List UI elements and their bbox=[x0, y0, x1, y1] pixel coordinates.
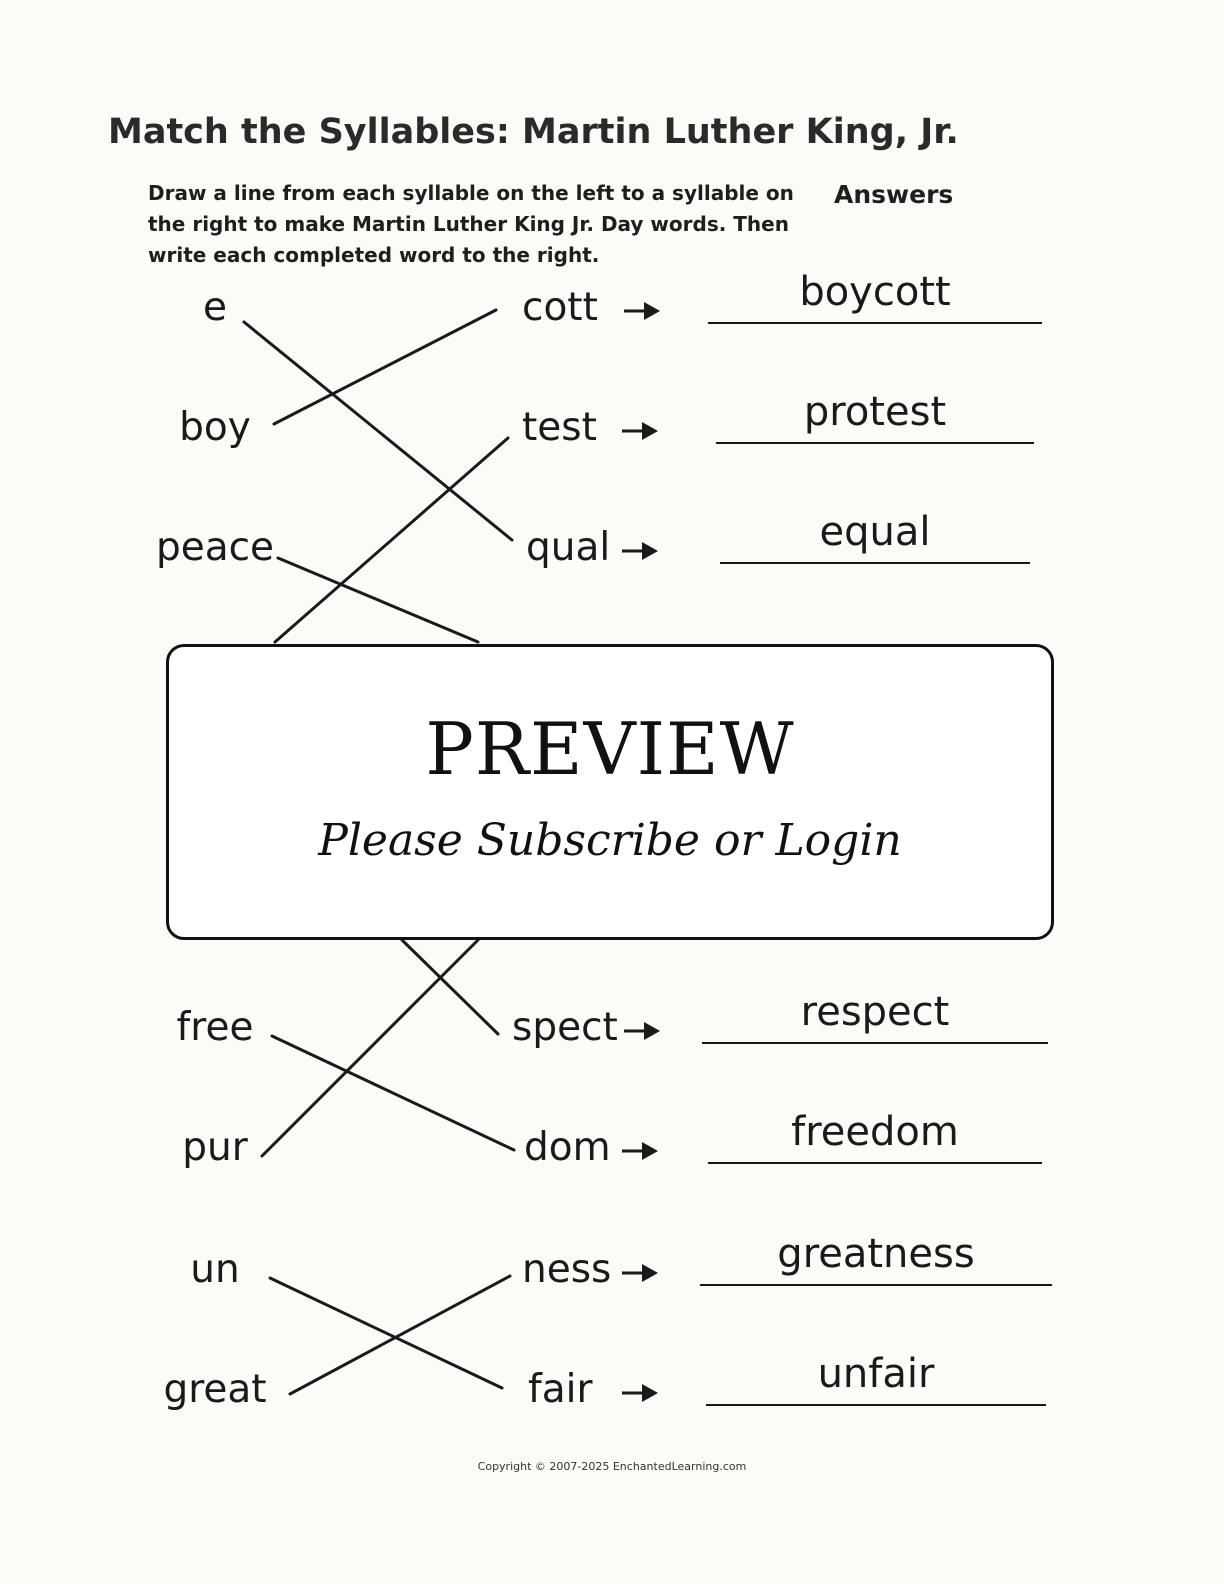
arrow-icon bbox=[624, 1020, 662, 1042]
left-syllable-1: e bbox=[203, 285, 227, 330]
right-syllable-7: fair bbox=[528, 1367, 593, 1412]
answer-line-4[interactable] bbox=[702, 989, 1048, 1044]
arrow-icon bbox=[622, 1262, 660, 1284]
left-syllable-4: free bbox=[176, 1005, 254, 1050]
right-syllable-2: test bbox=[522, 405, 597, 450]
answer-line-3[interactable] bbox=[720, 509, 1030, 564]
match-line-test-down bbox=[275, 438, 508, 642]
answer-line-2[interactable] bbox=[716, 389, 1034, 444]
right-syllable-1: cott bbox=[522, 285, 598, 330]
match-line-upper-spect bbox=[402, 940, 498, 1034]
arrow-icon bbox=[622, 540, 660, 562]
left-syllable-7: great bbox=[163, 1367, 267, 1412]
arrow-icon bbox=[622, 1140, 660, 1162]
match-line-un-fair bbox=[270, 1278, 502, 1388]
copyright-text: Copyright © 2007-2025 EnchantedLearning.com bbox=[477, 1460, 747, 1473]
answers-label: Answers bbox=[834, 180, 954, 209]
left-syllable-5: pur bbox=[182, 1125, 248, 1170]
right-syllable-6: ness bbox=[522, 1247, 612, 1292]
answer-word: unfair bbox=[817, 1351, 935, 1397]
subscribe-login-link[interactable]: Please Subscribe or Login bbox=[318, 815, 902, 866]
left-syllable-6: un bbox=[190, 1247, 240, 1292]
answer-line-5[interactable] bbox=[708, 1109, 1042, 1164]
right-syllable-5: dom bbox=[524, 1125, 611, 1170]
arrow-icon bbox=[622, 420, 660, 442]
instructions-text: Draw a line from each syllable on the left to a syllable on the right to make Martin Luther King Jr. Day words. Then write each completed word to the right. bbox=[148, 181, 794, 267]
answer-word: greatness bbox=[777, 1231, 975, 1277]
page-title: Match the Syllables: Martin Luther King, Jr. bbox=[108, 112, 959, 152]
preview-title: PREVIEW bbox=[425, 707, 795, 791]
arrow-icon bbox=[622, 1382, 660, 1404]
answer-word: freedom bbox=[791, 1109, 959, 1155]
arrow-icon bbox=[624, 300, 662, 322]
right-syllable-4: spect bbox=[512, 1005, 618, 1050]
preview-overlay[interactable] bbox=[166, 644, 1054, 940]
left-syllable-3: peace bbox=[155, 525, 275, 570]
answer-line-1[interactable] bbox=[708, 269, 1042, 324]
answer-word: boycott bbox=[799, 269, 951, 315]
answer-word: protest bbox=[803, 389, 947, 435]
answer-word: respect bbox=[800, 989, 950, 1035]
match-line-peace-down bbox=[278, 558, 478, 642]
answer-line-6[interactable] bbox=[700, 1231, 1052, 1286]
match-line-free-dom bbox=[272, 1036, 514, 1150]
match-line-e-qual bbox=[244, 322, 512, 540]
answer-line-7[interactable] bbox=[706, 1351, 1046, 1406]
left-syllable-2: boy bbox=[179, 405, 251, 450]
answer-word: equal bbox=[819, 509, 931, 555]
right-syllable-3: qual bbox=[526, 525, 611, 570]
match-line-boy-cott bbox=[274, 310, 496, 424]
